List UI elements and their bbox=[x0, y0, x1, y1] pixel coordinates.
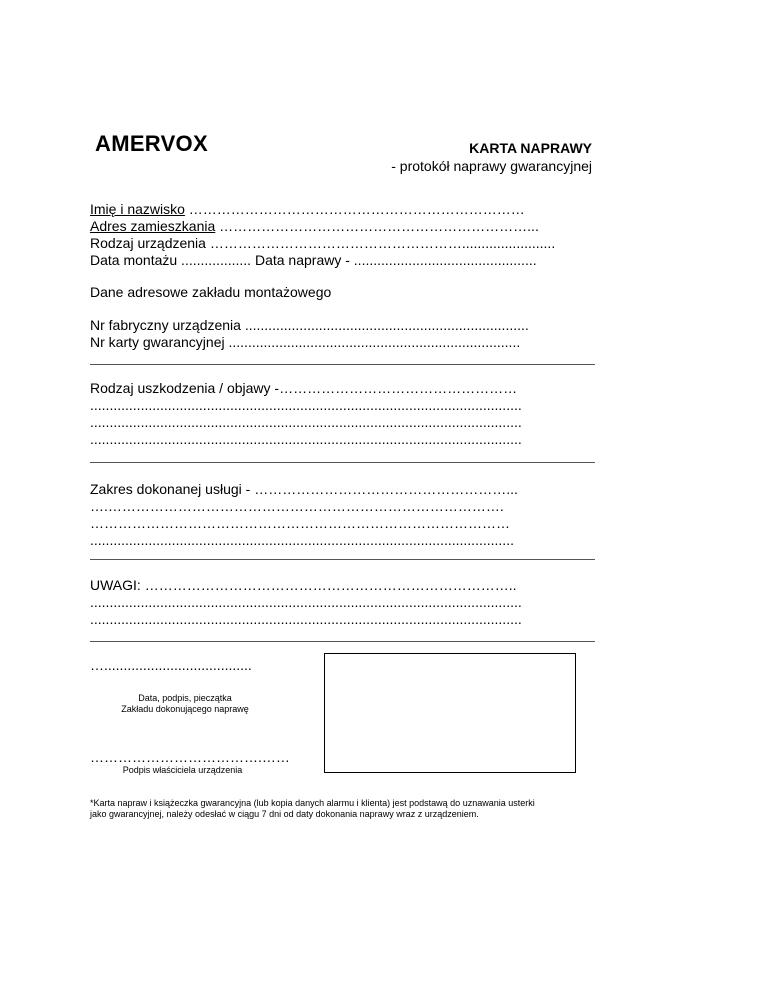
damage-line-1[interactable]: ............................................................................................................... bbox=[90, 397, 522, 413]
installer-label: Dane adresowe zakładu montażowego bbox=[90, 284, 332, 300]
serial-field[interactable] bbox=[90, 317, 529, 334]
repair-date-label: Data naprawy - bbox=[254, 252, 350, 268]
document-title: KARTA NAPRAWY bbox=[469, 140, 592, 156]
damage-line-3[interactable]: ............................................................................................................... bbox=[90, 431, 522, 447]
damage-line-2[interactable]: ............................................................................................................... bbox=[90, 414, 522, 430]
service-field[interactable] bbox=[90, 481, 518, 498]
address-dots: …………………………………………………………... bbox=[215, 218, 539, 234]
remarks-line-1[interactable]: ............................................................................................................... bbox=[90, 594, 522, 610]
dates-field[interactable] bbox=[90, 252, 537, 269]
install-date-dots: .................. bbox=[177, 252, 252, 268]
divider-3 bbox=[90, 559, 595, 560]
damage-label-dots: …………………………………………… bbox=[279, 380, 518, 396]
name-dots: ……………………………………………………………… bbox=[184, 201, 525, 217]
device-type-field[interactable] bbox=[90, 235, 555, 252]
name-label: Imię i nazwisko bbox=[90, 201, 185, 217]
divider-1 bbox=[90, 364, 595, 365]
divider-4 bbox=[90, 641, 595, 642]
owner-signature-caption: Podpis właściciela urządzenia bbox=[122, 765, 243, 775]
service-line-2[interactable]: ……………………………………………………………………………… bbox=[90, 515, 510, 531]
service-line-3[interactable]: ............................................................................................................. bbox=[90, 532, 514, 548]
workshop-caption-line-1: Data, podpis, pieczątka bbox=[138, 693, 232, 703]
device-type-label: Rodzaj urządzenia bbox=[90, 235, 206, 251]
serial-dots: ......................................................................... bbox=[240, 317, 529, 333]
card-number-field[interactable] bbox=[90, 334, 520, 351]
repair-date-dots: ............................................... bbox=[349, 252, 537, 268]
workshop-signature-caption bbox=[100, 693, 270, 715]
damage-label: Rodzaj uszkodzenia / objawy - bbox=[90, 380, 280, 396]
document-subtitle: - protokół naprawy gwarancyjnej bbox=[391, 158, 592, 174]
remarks-label-dots: …………………………………………………………………….. bbox=[140, 577, 517, 593]
card-dots: ........................................................................... bbox=[224, 334, 521, 350]
install-date-label: Data montażu bbox=[90, 252, 178, 268]
damage-field[interactable] bbox=[90, 380, 517, 397]
divider-2 bbox=[90, 462, 595, 463]
serial-label: Nr fabryczny urządzenia bbox=[90, 317, 241, 333]
workshop-caption-line-2: Zakładu dokonującego naprawę bbox=[121, 704, 249, 714]
remarks-label: UWAGI: bbox=[90, 577, 141, 593]
footnote-line-1: *Karta napraw i książeczka gwarancyjna (lub kopia danych alarmu i klienta) jest podstawą do uznawania usterki bbox=[90, 798, 535, 808]
service-line-1[interactable]: ….…………………………………………………………………………. bbox=[90, 498, 504, 514]
name-field[interactable] bbox=[90, 201, 525, 218]
remarks-field[interactable] bbox=[90, 577, 516, 594]
owner-signature-line[interactable]: ……………………………….…… bbox=[90, 749, 290, 765]
service-label: Zakres dokonanej usługi - bbox=[90, 481, 251, 497]
address-label: Adres zamieszkania bbox=[90, 218, 216, 234]
service-label-dots: ………………………………………………... bbox=[250, 481, 518, 497]
footnote-line-2: jako gwarancyjnej, należy odesłać w ciągu 7 dni od daty dokonania naprawy wraz z urządzeniem. bbox=[90, 809, 479, 819]
address-field[interactable] bbox=[90, 218, 539, 235]
card-label: Nr karty gwarancyjnej bbox=[90, 334, 225, 350]
workshop-signature-line[interactable]: …...................................... bbox=[90, 657, 252, 673]
stamp-box bbox=[324, 653, 576, 773]
company-name: AMERVOX bbox=[95, 131, 208, 156]
remarks-line-2[interactable]: ............................................................................................................... bbox=[90, 611, 522, 627]
device-type-dots: ………………………………………………........................ bbox=[205, 235, 556, 251]
